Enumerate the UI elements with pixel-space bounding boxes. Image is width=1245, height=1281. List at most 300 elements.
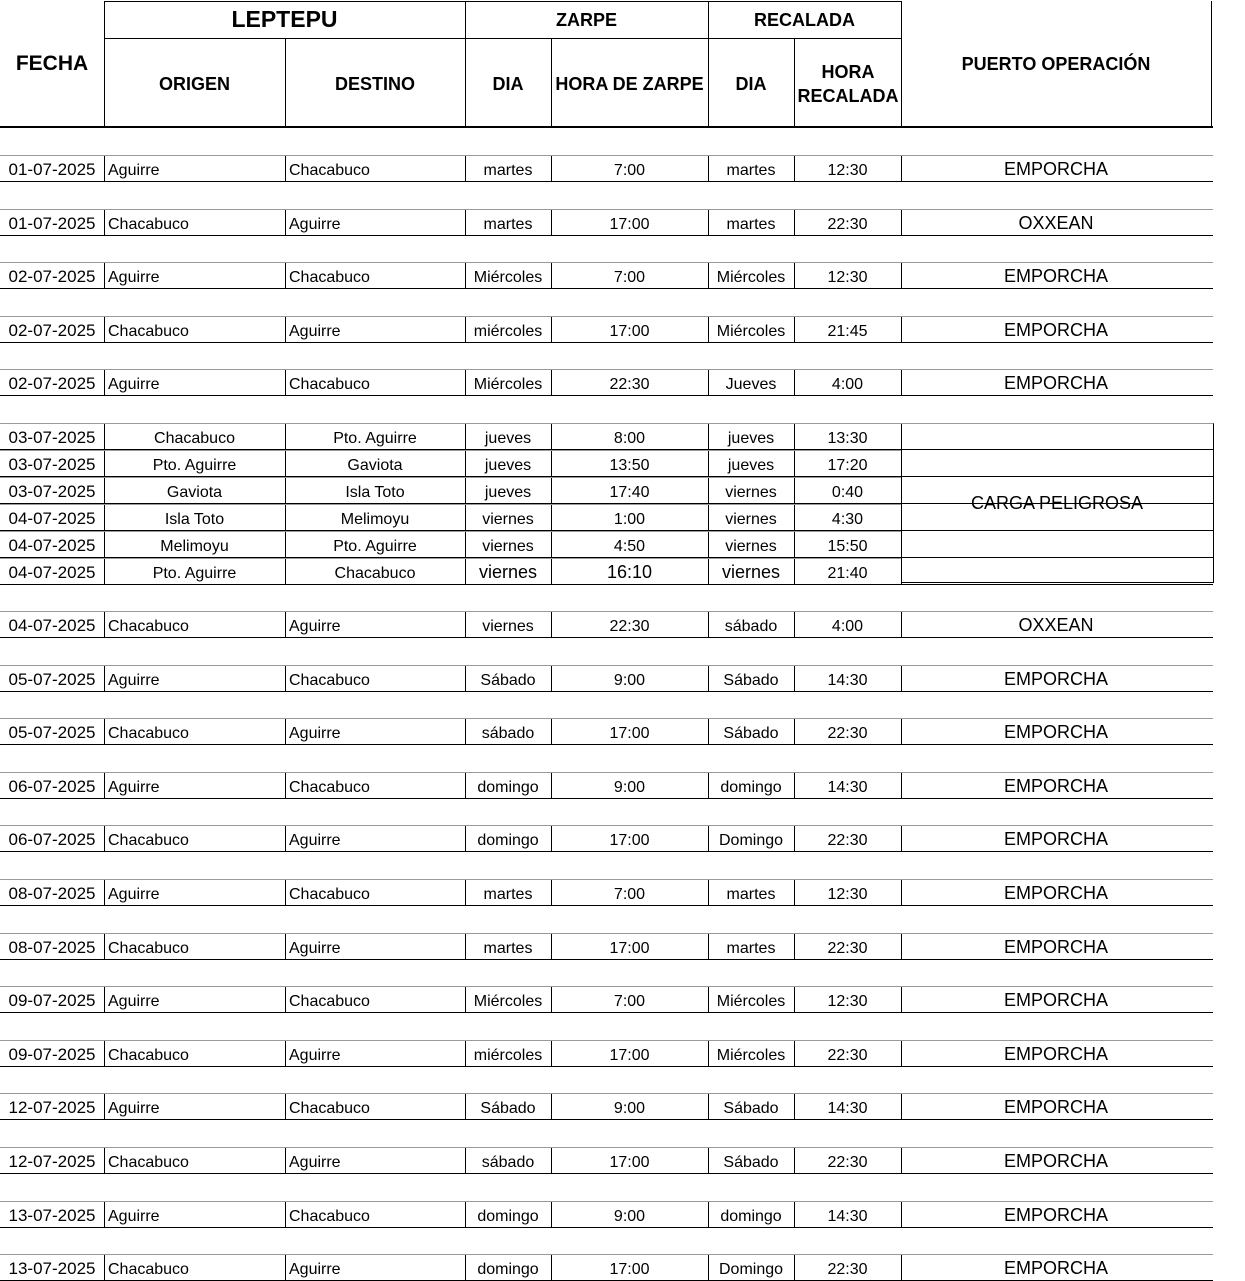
- table-row: [0, 262, 1213, 289]
- cell-divider: [794, 933, 795, 960]
- cell-hora-z: 7:00: [613, 886, 646, 903]
- cell-puerto: EMPORCHA: [1003, 1151, 1108, 1171]
- cell-origen: Melimoyu: [160, 537, 229, 555]
- cell-hora-r: 14:30: [827, 1207, 868, 1225]
- cell-divider: [104, 933, 105, 960]
- row-top-border: [0, 155, 1213, 156]
- cell-fecha: 01-07-2025: [8, 213, 96, 233]
- cell-hora-z: 17:00: [609, 832, 650, 850]
- cell-dia-r: Sábado: [723, 725, 779, 743]
- cell-destino: Aguirre: [289, 322, 341, 340]
- cell-divider: [285, 825, 286, 852]
- cell-dia-r: jueves: [727, 456, 775, 474]
- cell-divider: [104, 665, 105, 692]
- row-bottom-border: [0, 798, 1213, 799]
- cell-hora-z: 17:00: [609, 1261, 650, 1279]
- header-zarpe: ZARPE: [555, 9, 617, 30]
- cell-dia-r: Domingo: [718, 832, 784, 850]
- table-row: [0, 611, 1213, 638]
- cell-fecha: 02-07-2025: [8, 320, 96, 340]
- header-origen: ORIGEN: [158, 73, 230, 94]
- row-bottom-border: [0, 905, 1213, 906]
- cell-fecha: 04-07-2025: [8, 616, 96, 635]
- cell-puerto: EMPORCHA: [1003, 266, 1108, 287]
- cell-divider: [551, 1040, 552, 1067]
- cell-dia-r: Miércoles: [716, 1046, 786, 1064]
- cell-origen: Chacabuco: [108, 1261, 189, 1279]
- cell-divider: [104, 369, 105, 396]
- cell-hora-z: 17:00: [609, 725, 650, 743]
- cell-divider: [285, 1040, 286, 1067]
- cell-puerto: EMPORCHA: [1003, 159, 1108, 179]
- cell-puerto: EMPORCHA: [1003, 883, 1108, 903]
- group-row-divider: [0, 450, 901, 451]
- header-dia-recalada: DIA: [735, 73, 767, 94]
- cell-dia-z: jueves: [484, 430, 532, 447]
- row-top-border: [0, 316, 1213, 317]
- cell-origen: Chacabuco: [108, 322, 189, 340]
- cell-divider: [708, 825, 709, 852]
- cell-dia-r: Miércoles: [716, 993, 786, 1011]
- cell-fecha: 02-07-2025: [8, 267, 96, 287]
- row-top-border: [0, 1147, 1213, 1148]
- cell-origen: Aguirre: [108, 671, 160, 689]
- cell-dia-r: viernes: [725, 483, 777, 501]
- cell-divider: [551, 155, 552, 182]
- table-row: [0, 825, 1213, 852]
- cell-divider: [104, 477, 105, 504]
- cell-hora-z: 17:00: [609, 1046, 650, 1064]
- cell-hora-r: 12:30: [827, 269, 868, 287]
- cell-divider: [465, 1093, 466, 1120]
- cell-divider: [104, 986, 105, 1013]
- cell-origen: Chacabuco: [108, 215, 189, 233]
- cell-destino: Aguirre: [289, 725, 341, 743]
- cell-divider: [708, 155, 709, 182]
- cell-puerto: EMPORCHA: [1003, 319, 1108, 340]
- cell-divider: [901, 1093, 902, 1120]
- cell-divider: [794, 1254, 795, 1281]
- cell-hora-r: 4:30: [831, 510, 864, 528]
- cell-divider: [285, 879, 286, 906]
- cell-hora-z: 16:10: [606, 561, 653, 582]
- table-row: [0, 209, 1213, 236]
- cell-divider: [794, 155, 795, 182]
- cell-divider: [104, 155, 105, 182]
- cell-divider: [794, 450, 795, 477]
- cell-divider: [465, 986, 466, 1013]
- cell-fecha: 09-07-2025: [8, 1044, 96, 1064]
- row-bottom-border: [0, 1066, 1213, 1067]
- cell-puerto: EMPORCHA: [1003, 373, 1108, 394]
- cell-origen: Aguirre: [108, 778, 160, 796]
- cell-hora-r: 22:30: [827, 1154, 868, 1171]
- cell-divider: [708, 611, 709, 638]
- header-divider: [1211, 1, 1212, 127]
- cell-destino: Aguirre: [289, 1154, 341, 1171]
- cell-hora-r: 22:30: [827, 725, 868, 743]
- cell-divider: [901, 1201, 902, 1228]
- cell-fecha: 04-07-2025: [8, 562, 96, 582]
- row-top-border: [0, 1040, 1213, 1041]
- cell-fecha: 03-07-2025: [8, 481, 96, 501]
- cell-fecha: 09-07-2025: [8, 991, 96, 1011]
- cell-hora-z: 13:50: [609, 456, 650, 474]
- row-bottom-border: [0, 1012, 1213, 1013]
- cell-divider: [794, 986, 795, 1013]
- cell-divider: [285, 558, 286, 585]
- cell-divider: [708, 986, 709, 1013]
- cell-hora-z: 7:00: [613, 162, 646, 179]
- cell-divider: [104, 209, 105, 236]
- header-hora-recalada: HORA RECALADA: [797, 61, 899, 106]
- cell-divider: [465, 1040, 466, 1067]
- cell-puerto-merged: CARGA PELIGROSA: [901, 423, 1214, 583]
- cell-fecha: 04-07-2025: [8, 535, 96, 555]
- cell-divider: [794, 262, 795, 289]
- header-leptepu: LEPTEPU: [231, 6, 338, 33]
- cell-dia-z: viernes: [482, 510, 534, 528]
- row-bottom-border: [0, 637, 1213, 638]
- cell-puerto: EMPORCHA: [1003, 668, 1108, 689]
- cell-hora-z: 9:00: [613, 1207, 646, 1225]
- table-row: [0, 933, 1213, 960]
- row-bottom-border: [0, 851, 1213, 852]
- cell-origen: Chacabuco: [108, 832, 189, 850]
- cell-divider: [465, 369, 466, 396]
- header-dia-zarpe: DIA: [492, 73, 524, 94]
- cell-divider: [285, 450, 286, 477]
- cell-divider: [794, 369, 795, 396]
- cell-divider: [551, 369, 552, 396]
- row-bottom-border: [0, 584, 1213, 585]
- cell-origen: Aguirre: [108, 993, 160, 1011]
- group-row-divider: [0, 504, 901, 505]
- cell-destino: Chacabuco: [289, 1100, 370, 1118]
- cell-divider: [551, 718, 552, 745]
- row-bottom-border: [0, 181, 1213, 182]
- cell-divider: [901, 772, 902, 799]
- cell-divider: [551, 504, 552, 531]
- header-fecha: FECHA: [15, 51, 89, 75]
- cell-dia-r: domingo: [720, 778, 782, 796]
- cell-dia-z: martes: [483, 162, 533, 179]
- cell-divider: [104, 1147, 105, 1174]
- cell-dia-z: Miércoles: [473, 376, 543, 394]
- cell-destino: Gaviota: [347, 456, 403, 474]
- cell-divider: [104, 1093, 105, 1120]
- cell-divider: [794, 531, 795, 558]
- cell-hora-r: 21:45: [827, 322, 868, 340]
- cell-divider: [465, 155, 466, 182]
- cell-destino: Chacabuco: [289, 269, 370, 287]
- cell-hora-r: 12:30: [827, 886, 868, 903]
- cell-divider: [551, 209, 552, 236]
- header-bottom-border: [0, 126, 1213, 128]
- cell-origen: Aguirre: [108, 886, 160, 903]
- cell-divider: [901, 155, 902, 182]
- cell-destino: Aguirre: [289, 215, 341, 233]
- cell-fecha: 03-07-2025: [8, 454, 96, 474]
- cell-dia-z: domingo: [477, 1207, 539, 1225]
- cell-divider: [901, 1147, 902, 1174]
- cell-divider: [104, 718, 105, 745]
- cell-divider: [551, 1147, 552, 1174]
- cell-fecha: 05-07-2025: [8, 723, 96, 743]
- cell-destino: Chacabuco: [289, 993, 370, 1011]
- cell-divider: [901, 718, 902, 745]
- row-top-border: [0, 1201, 1213, 1202]
- cell-hora-z: 17:00: [609, 215, 650, 233]
- cell-dia-z: sábado: [481, 1154, 535, 1171]
- cell-divider: [285, 423, 286, 450]
- row-bottom-border: [0, 959, 1213, 960]
- row-top-border: [0, 209, 1213, 210]
- cell-fecha: 04-07-2025: [8, 508, 96, 528]
- cell-hora-z: 4:50: [613, 537, 646, 555]
- cell-dia-z: martes: [483, 939, 533, 957]
- cell-divider: [465, 1201, 466, 1228]
- cell-dia-z: Sábado: [480, 1100, 536, 1118]
- cell-hora-r: 22:30: [827, 1261, 868, 1279]
- row-top-border: [0, 986, 1213, 987]
- header-recalada: RECALADA: [754, 9, 855, 30]
- row-top-border: [0, 262, 1213, 263]
- cell-origen: Chacabuco: [108, 1046, 189, 1064]
- cell-divider: [104, 316, 105, 343]
- cell-divider: [285, 369, 286, 396]
- cell-dia-z: Miércoles: [473, 993, 543, 1011]
- cell-puerto: EMPORCHA: [1003, 1258, 1108, 1279]
- cell-hora-z: 7:00: [613, 269, 646, 287]
- cell-divider: [794, 316, 795, 343]
- row-bottom-border: [0, 691, 1213, 692]
- cell-dia-r: martes: [726, 939, 776, 957]
- cell-divider: [708, 718, 709, 745]
- cell-origen: Aguirre: [108, 1207, 160, 1225]
- cell-dia-z: domingo: [477, 778, 539, 796]
- cell-divider: [708, 772, 709, 799]
- cell-divider: [285, 1254, 286, 1281]
- cell-fecha: 06-07-2025: [8, 830, 96, 850]
- cell-hora-r: 4:00: [831, 618, 864, 635]
- cell-hora-z: 17:00: [609, 939, 650, 957]
- cell-divider: [708, 879, 709, 906]
- cell-fecha: 12-07-2025: [8, 1152, 96, 1171]
- cell-origen: Pto. Aguirre: [152, 456, 237, 474]
- cell-divider: [465, 1147, 466, 1174]
- cell-destino: Chacabuco: [289, 1207, 370, 1225]
- table-row: [0, 1147, 1213, 1174]
- cell-hora-r: 21:40: [827, 564, 868, 582]
- cell-destino: Pto. Aguirre: [333, 537, 417, 555]
- cell-puerto: EMPORCHA: [1003, 1097, 1108, 1118]
- cell-divider: [104, 262, 105, 289]
- table-row: [0, 718, 1213, 745]
- cell-puerto: EMPORCHA: [1003, 1043, 1108, 1064]
- header-divider: [794, 38, 795, 127]
- cell-divider: [104, 772, 105, 799]
- cell-puerto: EMPORCHA: [1003, 722, 1108, 743]
- cell-fecha: 02-07-2025: [8, 374, 96, 394]
- cell-fecha: 06-07-2025: [8, 776, 96, 796]
- table-row: [0, 1254, 1213, 1281]
- cell-divider: [708, 1147, 709, 1174]
- cell-divider: [901, 611, 902, 638]
- cell-divider: [465, 477, 466, 504]
- cell-destino: Isla Toto: [345, 483, 405, 501]
- cell-dia-z: jueves: [484, 483, 532, 501]
- cell-divider: [551, 316, 552, 343]
- cell-divider: [285, 1201, 286, 1228]
- cell-dia-r: Miércoles: [716, 322, 786, 340]
- cell-divider: [794, 504, 795, 531]
- cell-divider: [708, 316, 709, 343]
- cell-divider: [104, 1201, 105, 1228]
- cell-hora-z: 17:00: [609, 1154, 650, 1171]
- cell-hora-r: 14:30: [827, 778, 868, 796]
- cell-divider: [708, 1040, 709, 1067]
- cell-divider: [551, 665, 552, 692]
- cell-destino: Chacabuco: [289, 671, 370, 689]
- cell-destino: Chacabuco: [289, 886, 370, 903]
- cell-origen: Chacabuco: [108, 939, 189, 957]
- row-top-border: [0, 1093, 1213, 1094]
- cell-destino: Chacabuco: [334, 564, 416, 582]
- cell-hora-r: 22:30: [827, 215, 868, 233]
- cell-divider: [551, 986, 552, 1013]
- cell-divider: [104, 879, 105, 906]
- cell-origen: Aguirre: [108, 269, 160, 287]
- cell-divider: [104, 1040, 105, 1067]
- cell-divider: [285, 665, 286, 692]
- cell-puerto: OXXEAN: [1018, 615, 1094, 635]
- cell-divider: [794, 879, 795, 906]
- cell-divider: [465, 1254, 466, 1281]
- cell-hora-r: 15:50: [827, 537, 868, 555]
- cell-dia-z: martes: [483, 215, 533, 233]
- cell-destino: Aguirre: [289, 1046, 341, 1064]
- cell-divider: [465, 718, 466, 745]
- cell-dia-z: jueves: [484, 456, 532, 474]
- cell-divider: [285, 1147, 286, 1174]
- cell-hora-r: 22:30: [827, 832, 868, 850]
- cell-destino: Aguirre: [289, 832, 341, 850]
- table-row: [0, 1040, 1213, 1067]
- cell-divider: [708, 531, 709, 558]
- cell-divider: [465, 262, 466, 289]
- cell-hora-z: 17:40: [609, 483, 650, 501]
- cell-divider: [794, 1093, 795, 1120]
- cell-divider: [465, 772, 466, 799]
- cell-puerto: EMPORCHA: [1003, 775, 1108, 796]
- cell-divider: [901, 933, 902, 960]
- cell-origen: Aguirre: [108, 376, 160, 394]
- cell-divider: [901, 879, 902, 906]
- row-bottom-border: [0, 744, 1213, 745]
- cell-divider: [901, 665, 902, 692]
- cell-hora-r: 22:30: [827, 939, 868, 957]
- cell-divider: [794, 718, 795, 745]
- cell-divider: [708, 262, 709, 289]
- cell-hora-r: 13:30: [827, 430, 868, 447]
- cell-hora-r: 14:30: [827, 1100, 868, 1118]
- table-row: [0, 1201, 1213, 1228]
- cell-divider: [901, 369, 902, 396]
- cell-divider: [708, 1201, 709, 1228]
- cell-hora-r: 12:30: [827, 993, 868, 1011]
- cell-hora-z: 17:00: [609, 322, 650, 340]
- cell-origen: Isla Toto: [164, 510, 225, 528]
- cell-dia-z: Miércoles: [473, 269, 543, 287]
- table-row: [0, 879, 1213, 906]
- cell-divider: [551, 531, 552, 558]
- table-row: [0, 369, 1213, 396]
- cell-fecha: 08-07-2025: [8, 884, 96, 903]
- cell-divider: [285, 772, 286, 799]
- cell-hora-z: 9:00: [613, 778, 646, 796]
- row-bottom-border: [0, 342, 1213, 343]
- cell-fecha: 05-07-2025: [8, 669, 96, 689]
- cell-dia-r: Sábado: [723, 671, 779, 689]
- row-top-border: [0, 879, 1213, 880]
- cell-divider: [285, 933, 286, 960]
- cell-divider: [465, 423, 466, 450]
- cell-puerto: OXXEAN: [1018, 212, 1094, 233]
- cell-divider: [465, 504, 466, 531]
- cell-destino: Aguirre: [289, 618, 341, 635]
- cell-divider: [465, 933, 466, 960]
- cell-divider: [708, 369, 709, 396]
- cell-destino: Chacabuco: [289, 778, 370, 796]
- cell-divider: [465, 316, 466, 343]
- cell-divider: [285, 611, 286, 638]
- cell-dia-z: viernes: [478, 561, 538, 582]
- cell-fecha: 13-07-2025: [8, 1205, 96, 1225]
- header-destino: DESTINO: [334, 73, 415, 94]
- group-row-divider: [0, 477, 901, 478]
- row-top-border: [0, 772, 1213, 773]
- cell-divider: [104, 504, 105, 531]
- cell-divider: [285, 209, 286, 236]
- cell-fecha: 12-07-2025: [8, 1098, 96, 1118]
- table-row: [0, 665, 1213, 692]
- cell-fecha: 01-07-2025: [8, 160, 96, 179]
- cell-divider: [708, 423, 709, 450]
- cell-divider: [708, 209, 709, 236]
- cell-puerto: EMPORCHA: [1003, 829, 1108, 850]
- cell-fecha: 08-07-2025: [8, 937, 96, 957]
- cell-dia-r: martes: [726, 886, 776, 903]
- cell-puerto: EMPORCHA: [1003, 990, 1108, 1011]
- cell-divider: [104, 825, 105, 852]
- cell-hora-r: 0:40: [831, 483, 864, 501]
- cell-divider: [551, 772, 552, 799]
- group-row-divider: [0, 558, 901, 559]
- cell-divider: [285, 1093, 286, 1120]
- cell-divider: [465, 558, 466, 585]
- cell-destino: Pto. Aguirre: [333, 430, 417, 447]
- cell-origen: Pto. Aguirre: [152, 564, 237, 582]
- cell-divider: [551, 477, 552, 504]
- cell-dia-z: martes: [483, 886, 533, 903]
- cell-divider: [794, 209, 795, 236]
- cell-divider: [551, 1201, 552, 1228]
- cell-origen: Aguirre: [108, 1100, 160, 1118]
- cell-divider: [551, 262, 552, 289]
- cell-divider: [794, 611, 795, 638]
- cell-divider: [901, 209, 902, 236]
